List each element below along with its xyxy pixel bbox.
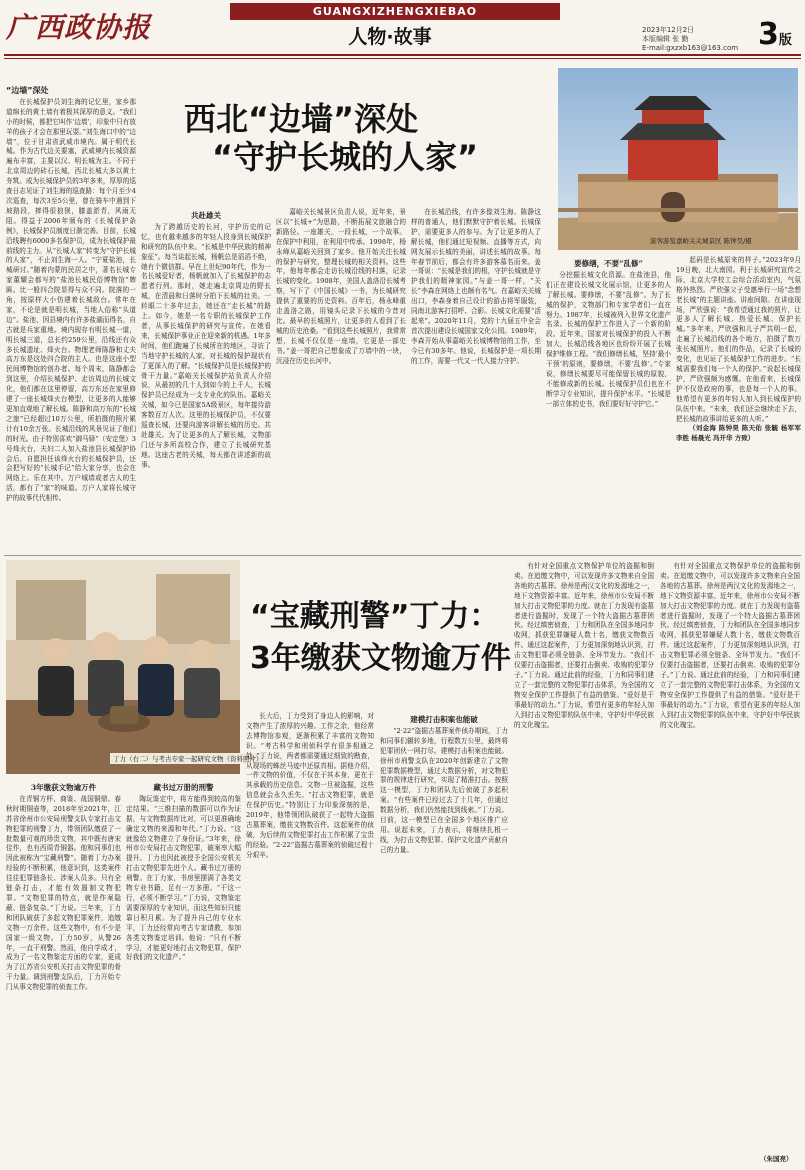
article1-subhead-1: 共赴雄关 [191,211,221,220]
article1-body-1: 在长城保护员刘生海的记忆里，家乡那道绵长的黄土墙有着极其深厚的意义。“我们小的时候，都把它叫作‘边墙’，印象中只有放羊的孩子才会在那里玩耍。”刘生海口中的“边墙”，位于甘肃省武威市境内。属于明代长城。作为古代边关要塞，武威境内长城资源遍布丰富，主要以汉、明长城为主。不同于北京周边的砖石长城，西北长城大多以黄土夯筑。成为长城保护员的3年多来，厚厚的巡查日志见证了刘生海的巡查路：每个月至少4次巡查，每次3至5公里，曾在骑车中遇到下坡路段，摔得很狼狈，膝盖淤青，风雨无阻。得益于2006年颁布的《长城保护条例》，长城保护员制度日渐完善。目前，长城沿线聘有6000多名保护员，成为长城保护最前线的主力。从“长城人家”转变为“守护长城的人家”，不止刘生海一人。“宁夏盐池，长城研讨。”随着内蒙的民居之中，著名长城专家董耀会都写的“盐池长城民俗博物馆”牌匾。比一般四合院显得与众不同。院落的一角，按原样大小仿建着长城敌台。常年在家，不论是就是明长城，当地人俗称“头道边”。盐池，因县境内有许多盐湖而得名，自古就是兵家重地。境内现存有明长城一道，明长城三道，总长约259公里，沿线还有众多长城遗址、烽火台。物理老师陈静和丈夫高万东是这处四合院的主人。也是这座小型民间博物馆的创办者。每个周末，陈静都会到这里，介绍长城保护、走访周边的长城文化，他们都在这里停留，高万东还在家里修建了一座长城烽火台模型，让更多的人能够更加直观地了解长城。陈静和高万东的“长城之旅”已经超过10万公里，所拍摄的照片累计有10余万张。长城沿线的风景见证了他们的时光。由于特别喜欢“御马驿”（安定堡）3号烽火台，夫妇二人加入盐池县长城保护协会后，自愿担任该烽火台的长城保护员，还会把写好的“长城手记”给大家分享，也会在网络上。乐在其中。万户城墙或者古人的生活，都有了“家”的味道。万户人家将长城守护的故事代代相传。 [6,97,136,503]
article2-body-2: 陶玩鉴定中，将方能得到较高的鉴定结果。“三维扫描的数据可以作为证据，与文物数据库比对，可以更准确地确定文物的来源和年代。”丁力说。“这就像给文物建立了身份证。”3年来，徐州市公安局打击文物犯罪，破案率大幅提升。丁力也因此被授予全国公安机关打击文物犯罪先进个人。藏书过万册的刑警。在丁力家，书房里摆满了各类文物专业书籍，足有一万多册。“干这一行，必须不断学习。”丁力说，文物鉴定需要深厚的专业知识，而这些知识只能靠日积月累。为了提升自己的专业水平，丁力还经常向考古专家请教，参加各类文物鉴定培训。他说：“只有不断学习，才能更好地打击文物犯罪，保护好我们的文化遗产。” [126,794,241,962]
article2-subhead-1: 3年缴获文物逾万件 [30,783,97,792]
article2-column-2 [126,780,241,1166]
article1-photo-jiayuguan [558,68,798,250]
article2-column-5 [514,562,654,1166]
article2-photo-dingli [6,560,240,774]
editor-line: 本版编辑 张 勤 [642,35,689,43]
issue-date: 2023年12月2日 [642,26,695,34]
page-number-value: 3 [758,17,779,52]
article2-subhead-2: 藏书过万册的刑警 [153,783,214,792]
article-divider [4,555,801,556]
article1-column-2 [141,208,271,548]
article2-column-6 [660,562,800,1152]
article1-column-1 [6,86,136,548]
article1-photo-caption: 游客游览嘉峪关关城景区 陈钟昊/摄 [650,237,752,245]
newspaper-pinyin-banner: GUANGXIZHENGXIEBAO [230,3,560,20]
jiayuguan-illustration [558,68,798,250]
page-number [758,18,802,52]
article1-body-5: 分挖掘长城文化资源。在盐池县，他们正在建设长城文化展示馆，让更多的人了解长城。要修缮，不要“乱修”。为了长城的保护，文物部门和专家学者们一直在努力。1987年，长城被列入世界文化遗产名录。长城的保护工作进入了一个新的阶段。近年来，国家对长城保护的投入不断加大，长城沿线各地区也纷纷开展了长城保护维修工程。“我们修缮长城，坚持‘最小干预’的原则，要修缮，不要‘乱修’。”专家说，修缮长城要尽可能保留长城的原貌，不能修成新的长城。长城保护员们也在不断学习专业知识，提升保护水平。“长城是一部立体的史书，我们要好好守护它。” [546,270,671,408]
article1-body-6: 起码是长城原来的样子。”2023年9月19日晚，北大南园。利于长城研究宣传之际，北京大学校工会综合活动室内，气氛格外热烈。严欣强父子受邀举行一场“念想老长城”的主题讲座。讲座间隙。在讲座现场，严欣强说：“我希望通过我的照片，让更多人了解长城、热爱长城、保护长城。”多年来，严欣强和儿子严共明一起，走遍了长城沿线的各个地方，拍摄了数万张长城照片。他们的作品，记录了长城的变化，也见证了长城保护工作的进步。“长城需要我们每一个人的保护。”说起长城保护，严欣强颇为感慨。在他看来，长城保护不仅是政府的事，也是每一个人的事。他希望有更多的年轻人加入到长城保护的队伍中来。“未来，我们还会继续走下去，把长城的故事讲给更多的人听。” [676,256,801,423]
article1-column-4 [411,208,541,548]
article2-body-3: 长大后，丁力受到了身边人的影响，对文物产生了浓厚的兴趣。工作之余，他经常去博物馆参观，逐渐积累了丰富的文物知识。“考古科学和刑侦科学有很多相通之处。”丁力说，两者都需要通过细致的勘查，从现场的蛛丝马迹中还原真相。据他介绍，一件文物的价值，不仅在于其本身，更在于其承载的历史信息。文物一旦被盗掘，这些信息就会永久丢失。“打击文物犯罪，就是在保护历史。”特别让丁力印象深刻的是，2019年，他带领团队破获了一起特大盗掘古墓葬案，缴获文物数百件。这起案件的侦破，为后续的文物犯罪打击工作积累了宝贵的经验。“2·22”盗掘古墓葬案的侦破过程十分艰辛。 [246,712,374,859]
article1-headline-line2: “守护长城的人家” [212,138,479,176]
article1-subhead-2: 要修缮，不要“乱修” [574,259,643,268]
newspaper-logo: 广西政协报 [6,11,152,44]
article1-author: （刘金海 陈钟昊 陈天佑 张毓 杨军军 李胜 杨晨光 冯开华 方致） [676,424,801,443]
masthead-rule-thin [4,58,801,59]
page-number-suffix: 版 [778,33,792,48]
article1-body-2: 为了跨越历史的长河，守护历史的记忆，也有越来越多的年轻人投身到长城保护和研究的队伍中来。“长城是中华民族的精神象征”。每当谈起长城，杨帆总是滔滔不绝，她有个微信群。早在上世纪90年代，作为一名长城爱好者，杨帆就加入了长城保护的志愿者行列。那时，她走遍北京周边的野长城，在清晨和日落时分拍下长城的壮美。一转眼二十多年过去，她还在“走长城”的路上。如今，她是一名专职的长城保护工作者，从事长城保护的研究与宣传。在她看来，长城保护事业正在迎来新的机遇。1年多时间，他们跑遍了长城所在的地区，寻访了当地守护长城的人家，对长城的保护现状有了更深入的了解。“长城保护员是长城保护的骨干力量。”嘉峪关长城保护站负责人介绍说，从最初的几十人到如今的上千人，长城保护员已经成为一支专业化的队伍。嘉峪关关城，如今已是国家5A级景区，每年接待游客数百万人次。这里的长城保护员，不仅要巡查长城，还要向游客讲解长城的历史。共赴雄关。为了让更多的人了解长城，文物部门还与多所高校合作，建立了长城研究基地。这座古老的关城，每天都在讲述新的故事。 [141,222,271,469]
article2-headline-line1: “宝藏刑警”丁力： [250,599,500,634]
article1-body-4: 在长城沿线，有许多像刘生海、陈静这样的普通人，他们默默守护着长城。长城保护，需要更多人的参与。为了让更多的人了解长城，他们通过短视频、直播等方式，向网友展示长城的美丽，讲述长城的故事。每年春节前后，都会有许多游客慕名而来。姜一哥说：“长城是我们的根，守护长城就是守护我们的精神家园。”与姜一哥一样，“关长”李森在网络上也颇有名气。在嘉峪关关城出口，李森身着自己设计的游击将军服装，同南北游客打招呼、合影。长城文化需要“活起来”。2020年11月，党的十九届五中全会首次提出建设长城国家文化公园。1989年，李森开始从事嘉峪关长城博物馆的工作，至今已有30多年。他说，长城保护是一项长期的工作，需要一代又一代人接力守护。 [411,208,541,365]
article2-body-5a: 有针对全国重点文物保护单位的盗掘和倒卖。在追缴文物中，可以发现许多文物来自全国各地的古墓葬。徐州是两汉文化的发源地之一，地下文物资源丰富。近年来，徐州市公安局不断加大打击文物犯罪的力度。就在丁力发现有盗墓者进行盗掘时，发现了一个特大盗掘古墓葬团伙。经过缜密侦查，丁力和团队在全国多地同步收网，抓获犯罪嫌疑人数十名，缴获文物数百件。通过这起案件，丁力更加深刻地认识到，打击文物犯罪必须全链条、全环节发力。“我们不仅要打击盗掘者，还要打击倒卖、收购的犯罪分子。”丁力说。通过此前的经验，丁力和同事们建立了一套完整的文物犯罪打击体系，为全国的文物安全保护工作提供了有益的借鉴。“爱好是干事最好的动力。”丁力说，希望有更多的年轻人加入到打击文物犯罪的队伍中来，守护好中华民族的文化瑰宝。 [514,562,654,729]
article2-column-1 [6,780,121,1166]
article2-column-3 [246,712,374,1166]
article1-headline [184,100,556,200]
article1-kicker: “边墙”深处 [6,86,49,95]
article2-body-4: “2·22”盗掘古墓葬案件侦办期间，丁力和同事们辗转多地，行程数万公里，最终将犯罪团伙一网打尽。建模打击积案也能破。徐州市刑警支队在2020年创新建立了文物犯罪数据模型，通过大数据分析，对文物犯罪的规律进行研究，实现了精准打击。按照这一模型，丁力和团队先后侦破了多起积案。“有些案件已经过去了十几年，但通过数据分析，我们仍然能找到线索。”丁力说。目前，这一模型已在全国多个地区推广应用。说起未来，丁力表示，将继续扎根一线，为打击文物犯罪、保护文化遗产贡献自己的力量。 [380,726,508,854]
article2-photo-caption: 丁力（右二）与考古专家一起研究文物（资料照片） [110,753,266,764]
article2-author: （朱国亮） [760,1155,793,1163]
issue-meta [642,26,762,53]
article2-headline-line2: 3年缴获文物逾万件 [250,641,511,676]
article1-body-3: 嘉峪关长城景区负责人说，近年来，景区以“长城+”为思路，不断拓展文旅融合的新路径。一座雄关，一段长城，一个故事。在保护中利用，在利用中传承。1998年，杨永峰从嘉峪关回到了家乡。他开始关注长城的保护与研究，整理长城的相关资料。这些年，他每年都会走访长城沿线的村落，记录长城的变化。1908年，美国人盖洛沿长城考察，写下了《中国长城》一书，为长城研究提供了重要的历史资料。百年后，杨永峰重走盖洛之路，用镜头记录下长城的今昔对比。最早的长城照片，让更多的人看到了长城的历史沧桑。“看到这些长城照片，我常常想，长城不仅仅是一座墙，它更是一部史书。”姜一哥把自己想象成了万墙中的一块，沉浸在历史长河中。 [276,208,406,365]
article1-column-3 [276,208,406,548]
masthead-rule [4,54,801,56]
article2-body-5b: 有针对全国重点文物保护单位的盗掘和倒卖。在追缴文物中，可以发现许多文物来自全国各地的古墓葬。徐州是两汉文化的发源地之一，地下文物资源丰富。近年来，徐州市公安局不断加大打击文物犯罪的力度。就在丁力发现有盗墓者进行盗掘时，发现了一个特大盗掘古墓葬团伙。经过缜密侦查，丁力和团队在全国多地同步收网，抓获犯罪嫌疑人数十名，缴获文物数百件。通过这起案件，丁力更加深刻地认识到，打击文物犯罪必须全链条、全环节发力。“我们不仅要打击盗掘者，还要打击倒卖、收购的犯罪分子。”丁力说。通过此前的经验，丁力和同事们建立了一套完整的文物犯罪打击体系，为全国的文物安全保护工作提供了有益的借鉴。“爱好是干事最好的动力。”丁力说，希望有更多的年轻人加入到打击文物犯罪的队伍中来，守护好中华民族的文化瑰宝。 [660,562,800,729]
article2-column-4 [380,712,508,1166]
article2-subhead-3: 建模打击积案也能破 [410,715,478,724]
article1-column-6 [676,256,801,548]
article1-headline-line1: 西北“边墙”深处 [184,100,419,138]
article1-column-5 [546,256,671,548]
article2-body-1: 在青铜方杯、商鉴、战国铜鼎、春秋时期铜壶等，2018年至2021年，江苏省徐州市公安局刑警支队专家打击文物犯罪的刑警丁力，带领团队缴获了一批数量可观的珍贵文物，其中既有唐宋佳作，也有西周青铜器。他和同事们也因此被称为“宝藏刑警”。随着丁力办案经验的不断积累，他意识到，这类案件往往犯罪链条长、涉案人员多。只有全链条打击，才能有效遏制文物犯罪。“文物犯罪的特点，就是作案隐蔽、链条复杂。”丁力说。三年来，丁力和团队破获了多起文物犯罪案件，追缴文物一万余件。这些文物中，有不少是国家一级文物。丁力50岁，从警26年，一直干刑警。然而，他自学成才，成为了一名文物鉴定方面的专家，更成为了江苏省公安机关打击文物犯罪的骨干力量。调到刑警支队后，丁力开始专门从事文物犯罪的侦查工作。 [6,794,121,992]
dingli-illustration [6,560,240,774]
email-line: E-mail:gxzxb163@163.com [642,44,739,52]
section-title: 人物·故事 [348,26,432,48]
